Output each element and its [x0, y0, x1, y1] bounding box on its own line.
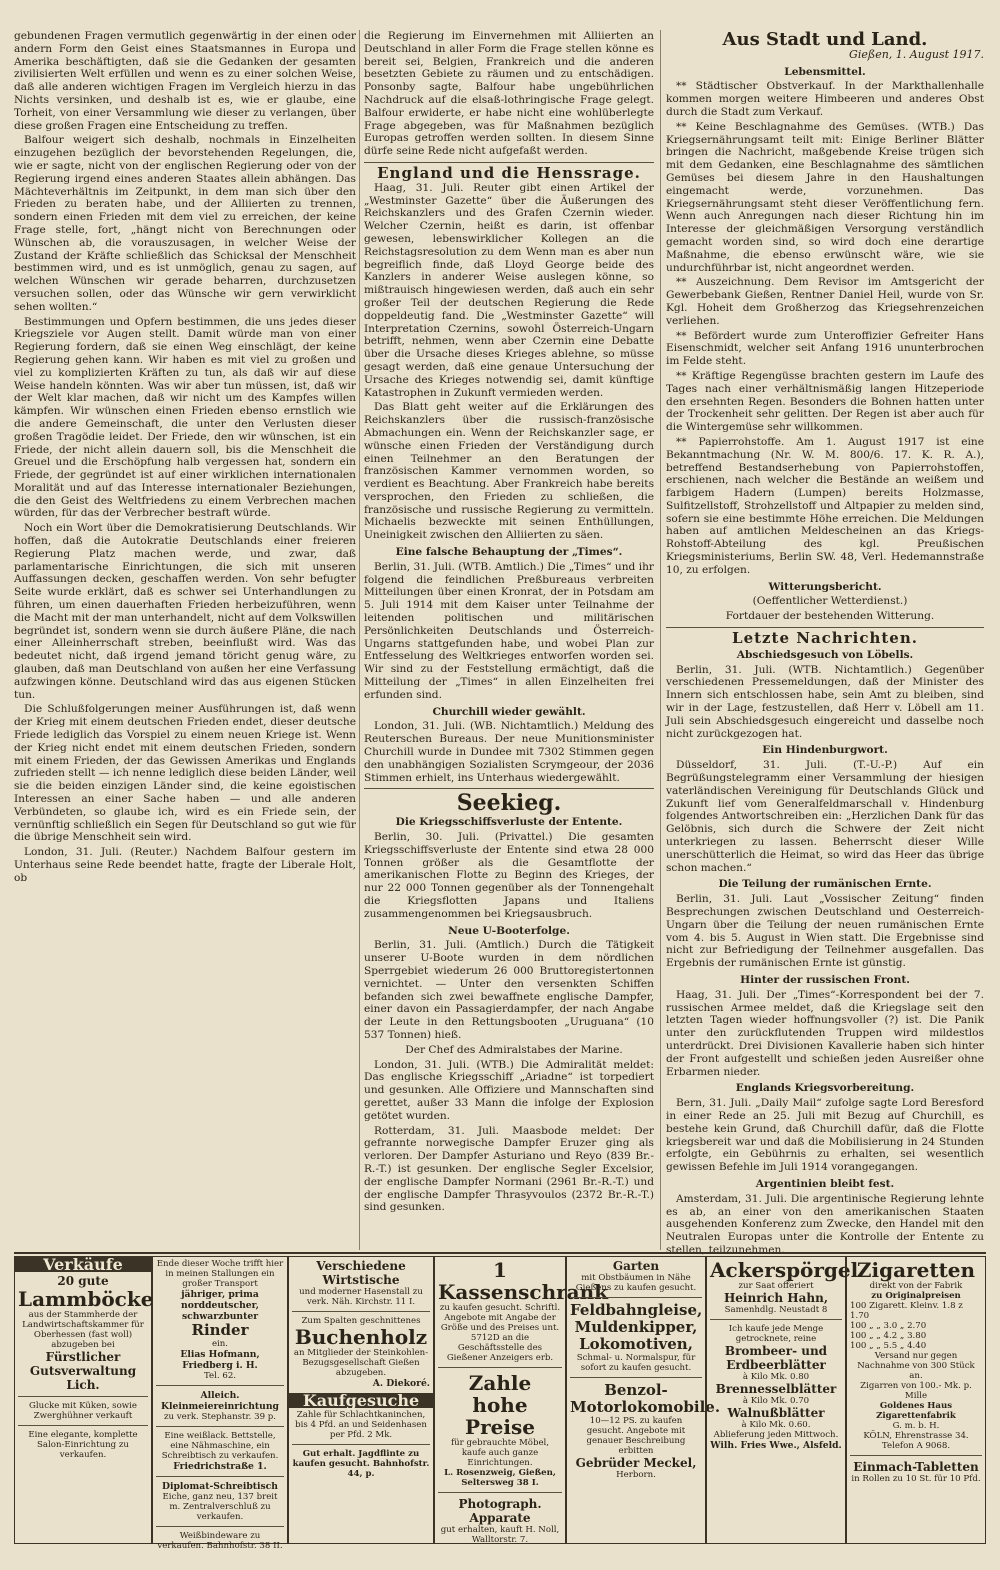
- ad-text: zu verk. Stephanstr. 39 p.: [163, 1412, 277, 1422]
- article-paragraph: Düsseldorf, 31. Juli. (T.-U.-P.) Auf ein Begrüßungstelegramm einer Versammlung der hiesigen vaterländischen Vereinigung für Deutschlands Glück und Zukunft lief vom Generalfeldmarschall v. Hindenburg folgendes Antwortschreiben ein: „Herzlichen Dank für das Gelöbnis, sich durch die Schwere der Zeit nicht unterkriegen zu lassen. Beherrscht dieser Wille unerschütterlich die Heimat, so wird das Heer das übrige schon machen.“: [666, 759, 984, 874]
- ad-text: 20 gute: [57, 1274, 109, 1288]
- divider: [666, 627, 984, 628]
- ad-advertiser: L. Rosenzweig, Gießen, Seltersweg 38 I.: [444, 1468, 556, 1488]
- ad-text: Eiche, ganz neu, 137 breit m. Zentralverschluß zu verkaufen.: [162, 1492, 278, 1522]
- ad-headline: Zigaretten: [856, 1258, 976, 1282]
- article-paragraph: Haag, 31. Juli. Der „Times“-Korrespondent bei der 7. russischen Armee meldet, daß die Kriegslage seit den letzten Tagen wieder hoffnungsvoller (?) ist. Die Panik unter den zurückflutenden Truppen wird mildestlos unterdrückt. Drei Divisionen Kavallerie haben sich hinter der Front aufgestellt und schießen jeden Ausreißer ohne Erbarmen nieder.: [666, 988, 984, 1078]
- divider: [570, 1297, 702, 1298]
- ad-headline: Walnußblätter: [727, 1406, 825, 1420]
- ad-advertiser: Wilh. Fries Wwe., Alsfeld.: [710, 1440, 842, 1451]
- ad-text: Versand nur gegen Nachnahme von 300 Stück an.: [857, 1351, 975, 1381]
- ad-address: Herborn.: [616, 1470, 656, 1480]
- ad-text: zu Originalpreisen: [871, 1291, 961, 1301]
- ad-text: an Mitglieder der Steinkohlen-Bezugsgesellschaft Gießen abzugeben.: [293, 1348, 429, 1378]
- ad-text: Eine weißlack. Bettstelle, eine Nähmaschine, ein Schreibtisch zu verkaufen.: [161, 1431, 279, 1461]
- article-paragraph: Amsterdam, 31. Juli. Die argentinische Regierung lehnte es ab, an einer von den amerikanischen Staaten ausgehenden Konferenz zum Zwecke, den Handel mit den Neutralen Europas unter die Kontrolle der Entente zu stellen, teilzunehmen.: [666, 1192, 984, 1256]
- article-headline: Hinter der russischen Front.: [740, 973, 910, 986]
- article-paragraph: Rotterdam, 31. Juli. Maasbode meldet: Der gefrannte norwegische Dampfer Eruzer ging als verloren. Der Dampfer Asturiano und Reyo (839 Br.-R.-T.) ist gesunken. Der englische Segler Excelsior, der englische Dampfer Normani (2961 Br.-R.-T.) und der englische Dampfer Thrasyvoulos (2372 Br.-R.-T.) sind gesunken.: [364, 1124, 654, 1214]
- article-paragraph: Berlin, 31. Juli. Laut „Vossischer Zeitung“ finden Besprechungen zwischen Deutschland und Oesterreich-Ungarn über die Teilung der neuen rumänischen Ernte vom 4. bis 5. August in Wien statt. Die Ergebnisse sind nicht zur Befriedigung der Teilnehmer ausgefallen. Das Ergebnis der rumänischen Ernte ist günstig.: [666, 893, 984, 970]
- article-paragraph: ** Keine Beschlagnahme des Gemüses. (WTB.) Das Kriegsernährungsamt teilt mit: Einige Berliner Blätter bringen die Nachricht, maßgebende Kreise trügen sich mit dem Gedanken, eine Beschlagnahme des sämtlichen Gemüses bei diesem Jahre in den Haushaltungen eingemacht werde, vorzunehmen. Das Kriegsernährungsamt steht dieser Veröffentlichung fern. Wenn auch Anregungen nach dieser Richtung hin im Interesse der gleichmäßigen Versorgung verständlich gemacht worden sind, so wird doch eine derartige Maßnahme, die ebenso erwünscht wäre, wie sie undurchführbar ist, nicht angeordnet werden.: [666, 120, 984, 274]
- ad-text: Gut erhalt. Jagdflinte zu kaufen gesucht. Bahnhofstr. 44, p.: [292, 1449, 430, 1479]
- article-paragraph: die Regierung im Einvernehmen mit Alliierten an Deutschland in aller Form die Frage stellen könne es bereit sei, Belgien, Frankreich und die anderen besetzten Gebiete zu räumen und zu entschädigen. Ponsonby sagte, Balfour habe ungebührlichen Nachdruck auf die elsaß-lothringische Frage gelegt. Balfour erwiderte, er habe nicht eine wohlüberlegte Frage abgegeben, was für Maßnahmen bezüglich Europas getroffen werden sollten. In diesem Sinne dürfe seine Rede nicht aufgefaßt werden.: [364, 30, 654, 158]
- dateline: Gießen, 1. August 1917.: [849, 47, 984, 61]
- article-paragraph: Berlin, 31. Juli. (WTB. Nichtamtlich.) Gegenüber verschiedenen Pressemeldungen, daß der Minister des Innern sich entschlossen habe, sein Amt zu bleiben, sind wir in der Lage, festzustellen, daß Herr v. Löbell am 11. Juli sein Abschiedsgesuch eingereicht und dasselbe noch nicht zurückgezogen hat.: [666, 663, 984, 740]
- section-title: Aus Stadt und Land.: [722, 29, 928, 50]
- divider: [292, 1311, 430, 1312]
- ad-text: und moderner Hasenstall zu verk. Näh. Kirchstr. 11 I.: [299, 1287, 423, 1307]
- ad-headline: Garten: [612, 1259, 660, 1273]
- ad-category-header: Kaufgesuche: [289, 1393, 433, 1408]
- divider: [710, 1319, 842, 1320]
- article-headline: Witterungsbericht.: [768, 580, 882, 593]
- ad-headline: Einmach-Tabletten: [853, 1460, 979, 1474]
- divider: [156, 1526, 284, 1527]
- ad-rinder: [152, 1256, 288, 1551]
- ad-headline: Verschiedene Wirtstische: [316, 1259, 406, 1287]
- ad-advertiser: Elias Hofmann, Friedberg i. H.: [180, 1349, 260, 1371]
- ad-text: Schmal- u. Normalspur, für sofort zu kaufen gesucht.: [576, 1353, 696, 1373]
- ad-advertiser: A. Diekoré.: [372, 1378, 430, 1389]
- article-paragraph: Das Blatt geht weiter auf die Erklärungen des Reichskanzlers über die russisch-französische Abmachungen ein. Wenn der Reichskanzler sage, er wünsche einen Frieden der Verständigung durch einen Teilnehmer an den Beratungen der französischen Kammer vernommen worden, so verdient es Beachtung. Aber Frankreich habe bereits versprochen, den Frieden zu schließen, die französische und russische Regierung zu vermitteln. Michaelis bezweckte mit seinen Enthüllungen, Uneinigkeit zwischen den Alliierten zu säen.: [364, 401, 654, 542]
- section-title: Letzte Nachrichten.: [732, 629, 918, 648]
- divider: [18, 1425, 148, 1426]
- ad-text: ein.: [211, 1339, 229, 1349]
- ad-text: 10—12 PS. zu kaufen gesucht. Angebote mit genauer Beschreibung erbitten: [586, 1416, 686, 1456]
- ad-headline: Diplomat-Schreibtisch: [162, 1481, 278, 1492]
- ad-price-row: 100 „ „ 3.0 „ 2.70: [850, 1321, 927, 1331]
- ad-text: Weißbindeware zu verkaufen. Bahnhofstr. 38 II.: [157, 1531, 283, 1551]
- ad-headline: Alleich. Kleinmeiereinrichtung: [161, 1390, 279, 1412]
- article-paragraph: Berlin, 31. Juli. (WTB. Amtlich.) Die „Times“ und ihr folgend die feindlichen Preßbureaus verbreiten Mitteilungen über einen Kronrat, der in Potsdam am 5. Juli 1914 mit dem Kaiser unter Teilnahme der leitenden politischen und militärischen Persönlichkeiten Deutschlands und Österreich-Ungarns stattgefunden habe, und wobei Plan zur Entfesselung des Weltkrieges entworfen worden sei. Wir sind zu der Feststellung ermächtigt, daß die Mitteilung der „Times“ in allen Einzelheiten frei erfunden sind.: [364, 560, 654, 701]
- article-paragraph: Die Schlußfolgerungen meiner Ausführungen ist, daß wenn der Krieg mit einem deutschen Frieden endet, dieser deutsche Friede lediglich das Vorspiel zu einem neuen Kriege ist. Wenn der Krieg nicht endet mit einem deutschen Frieden, sondern mit einem Frieden, der das Gewissen Amerikas und Englands zufrieden stellt — ich nenne lediglich diese beiden Länder, weil sie die beiden einzigen Länder sind, die keine egoistischen Interessen an einer Sache haben — und alle anderen Verbündeten, so glaube ich, wird es ein Friede sein, der vernünftig schließlich ein Segen für Deutschland so gut wie für die übrige Menschheit sein wird.: [14, 703, 356, 844]
- ad-lammboecke: [14, 1256, 152, 1544]
- ad-headline: Benzol-Motorlokomobile.: [570, 1381, 721, 1416]
- ad-headline: Brombeer- und Erdbeerblätter: [724, 1344, 828, 1372]
- article-headline: Abschiedsgesuch von Löbells.: [736, 648, 914, 661]
- weather-forecast: Fortdauer der bestehenden Witterung.: [725, 610, 935, 623]
- article-paragraph: London, 31. Juli. (WB. Nichtamtlich.) Meldung des Reuterschen Bureaus. Der neue Munitionsminister Churchill wurde in Dundee mit 7302 Stimmen gegen den unabhängigen Sozialisten Scrymgeour, der 2036 Stimmen erhielt, ins Unterhaus wiedergewählt.: [364, 720, 654, 784]
- article-paragraph: ** Städtischer Obstverkauf. In der Markthallenhalle kommen morgen weitere Himbeeren und anderes Obst durch die Stadt zum Verkauf.: [666, 80, 984, 118]
- ad-price: à Kilo Mk. 0.60.: [741, 1420, 811, 1430]
- ad-price: à Kilo Mk. 0.70: [742, 1396, 810, 1406]
- divider: [438, 1367, 562, 1368]
- ad-zigaretten: [846, 1256, 986, 1544]
- ad-headline: Buchenholz: [294, 1325, 428, 1349]
- article-paragraph: Berlin, 31. Juli. (Amtlich.) Durch die Tätigkeit unserer U-Boote wurden in dem nördlichen Sperrgebiet wiederum 26 000 Bruttoregistertonnen vernichtet. — Unter den versenkten Schiffen befanden sich zwei bewaffnete englische Dampfer, einer davon ein Passagierdampfer, der nach Angabe der Leute in den Rettungsbooten „Uruguana“ (10 537 Tonnen) hieß.: [364, 939, 654, 1041]
- ad-headline: Ackerspörgel: [710, 1258, 859, 1282]
- ad-text: Ablieferung jeden Mittwoch.: [713, 1430, 839, 1440]
- article-paragraph: gebundenen Fragen vermutlich gegenwärtig in der einen oder andern Form den Geist eines Staatsmannes in Europa und Amerika beschäftigten, daß sie die Gedanken der gesamten zivilisierten Welt erfüllen und wenn es zu einer solchen Weise, daß alle anderen wichtigen Fragen im Vergleich hierzu in das Nichts versinken, und deshalb ist es, wie er glaube, eine Torheit, von einer Versammlung wie dieser zu verlangen, über diese großen Fragen eine Entscheidung zu treffen.: [14, 30, 356, 132]
- divider: [156, 1426, 284, 1427]
- article-paragraph: Noch ein Wort über die Demokratisierung Deutschlands. Wir hoffen, daß die Autokratie Deutschlands einer freieren Regierung Platz machen werde, und zwar, daß parlamentarische Einrichtungen, die sich mit unseren Auffassungen decken, geschaffen werden. Von sehr befugter Seite wurde erklärt, daß es schwer sei Unterhandlungen zu führen, um einen dauerhaften Frieden herbeizuführen, wenn die Macht mit der man unterhandelt, nicht auf dem Volkswillen begründet ist, sondern wenn sie durch äußere Pläne, die nach einer Alleinherrschaft streben, beeinflußt wird. Was das bedeutet nicht, daß irgend jemand töricht genug wäre, zu glauben, daß man Deutschland von außen her eine Verfassung aufzwingen könne. Deutschland wird das aus eigenen Stücken tun.: [14, 522, 356, 701]
- ad-kassenschrank: [434, 1256, 608, 1545]
- ad-feldbahn: [566, 1256, 721, 1544]
- article-paragraph: Balfour weigert sich deshalb, nochmals in Einzelheiten einzugehen bezüglich der bevorstehenden Regelungen, die, wie er sagte, nicht von der englischen Regierung oder von der Regierung irgend eines anderen Staates allein abhängen. Das Mächteverhältnis im Zeitpunkt, in dem man sich über den Frieden zu beraten habe, und der Alliierten zu trennen, sondern einen Frieden mit dem viel zu erreichen, der keine Frage stelle, fort, „hängt nicht von Berechnungen oder Wünschen ab, die vorauszusagen, in welcher Weise der Zustand der Kräfte schließlich das Schicksal der Menschheit bestimmen wird, und es ist unmöglich, genau zu sagen, auf welchen Wünschen wir gerade beharren, durchzusetzen versuchen sollen, oder das Wünsche wir gern verwirklicht sehen wollten.“: [14, 134, 356, 313]
- weather-service: (Oeffentlicher Wetterdienst.): [752, 595, 908, 608]
- article-headline: Die Teilung der rumänischen Ernte.: [718, 878, 932, 891]
- ad-text: gut erhalten, kauft H. Noll, Walltorstr. 7.: [440, 1525, 560, 1545]
- article-paragraph: Bern, 31. Juli. „Daily Mail“ zufolge sagte Lord Beresford in einer Rede an 25. Juli mit Bezug auf Churchill, es bestehe kein Grund, daß Churchill dafür, daß die Flotte kriegsbereit war und daß die Mobilisierung in 24 Stunden erfolgte, ein Gebührnis zu erhalten, sei wesentlich gewissen Befehle im Juli 1914 vorangegangen.: [666, 1097, 984, 1174]
- ad-text: direkt von der Fabrik: [869, 1281, 963, 1291]
- ad-headline: Zahle hohe Preise: [465, 1371, 535, 1439]
- signature-line: Der Chef des Admiralstabes der Marine.: [405, 1043, 623, 1056]
- article-paragraph: ** Papierrohstoffe. Am 1. August 1917 ist eine Bekanntmachung (Nr. W. M. 800/6. 17. K. R. A.), betreffend Bestandserhebung von Papierrohstoffen, erschienen, nach welcher die Bestände an weißem und farbigem Hadern (Lumpen) bereits Holzmasse, Sulfitzellstoff, Strohzellstoff und Altpapier zu melden sind, sofern sie eine bestimmte Höhe erreichen. Die Meldungen haben auf amtlichen Meldescheinen an das Kriegs-Rohstoff-Abteilung des kgl. Preußischen Kriegsministeriums, Berlin SW. 48, Verl. Hedemannstraße 10, zu erfolgen.: [666, 435, 984, 576]
- ad-address: Friedrichstraße 1.: [173, 1461, 267, 1472]
- ad-text: jähriger, prima norddeutscher, schwarzbunter: [181, 1289, 259, 1322]
- article-headline: Neue U-Booterfolge.: [448, 924, 570, 937]
- article-headline: Argentinien bleibt fest.: [755, 1177, 895, 1190]
- article-paragraph: London, 31. Juli. (Reuter.) Nachdem Balfour gestern im Unterhaus seine Rede beendet hatte, fragte der Liberale Holt, ob: [14, 846, 356, 884]
- article-paragraph: ** Auszeichnung. Dem Revisor im Amtsgericht der Gewerbebank Gießen, Rentner Daniel Heil, wurde von Sr. Kgl. Hoheit dem Großherzog das Kriegsehrenzeichen verliehen.: [666, 276, 984, 327]
- ad-category-header: Verkäufe: [15, 1257, 151, 1272]
- divider: [364, 788, 654, 789]
- ad-text: Zigarren von 100.- Mk. p. Mille: [860, 1381, 972, 1401]
- article-paragraph: Berlin, 30. Juli. (Privattel.) Die gesamten Kriegsschiffsverluste der Entente sind etwa 28 000 Tonnen größer als die Gesamtflotte der amerikanischen Flotte zu Beginn des Krieges, der nur 22 000 Tonnen gegenüber als der Tonnengehalt die Kriegsflotten Japans und Italiens zusammengenommen bei Kriegsausbruch.: [364, 831, 654, 920]
- ad-text: Zahle für Schlachtkaninchen, bis 4 Pfd. an und Seidenhasen per Pfd. 2 Mk.: [295, 1410, 427, 1440]
- advertisement-section: [14, 1252, 986, 1551]
- article-headline: Die Kriegsschiffsverluste der Entente.: [395, 816, 623, 829]
- ad-price-row: 100 „ „ 5.5 „ 4.40: [850, 1341, 927, 1351]
- divider: [156, 1476, 284, 1477]
- ad-headline: Brennesselblätter: [715, 1382, 837, 1396]
- article-headline: Churchill wieder gewählt.: [432, 705, 586, 718]
- ad-text: Zum Spalten geschnittenes: [301, 1316, 421, 1326]
- divider: [292, 1444, 430, 1445]
- ad-text: mit Obstbäumen in Nähe Gießens zu kaufen gesucht.: [575, 1273, 697, 1293]
- divider: [570, 1377, 702, 1378]
- ad-phone: Telefon A 9068.: [881, 1441, 951, 1451]
- section-title: Seekieg.: [456, 790, 562, 817]
- ad-price: à Kilo Mk. 0.80: [742, 1372, 810, 1382]
- ad-text: in Rollen zu 10 St. für 10 Pfd.: [851, 1474, 981, 1484]
- ad-text: Eine elegante, komplette Salon-Einrichtung zu verkaufen.: [28, 1430, 138, 1460]
- divider: [438, 1492, 562, 1493]
- ad-text: Ende dieser Woche trifft hier in meinen Stallungen ein großer Transport: [156, 1259, 284, 1289]
- ad-text: G. m. b. H.: [892, 1421, 940, 1431]
- ad-advertiser: Fürstlicher Gutsverwaltung Lich.: [29, 1350, 137, 1392]
- article-paragraph: London, 31. Juli. (WTB.) Die Admiralität meldet: Das englische Kriegsschiff „Ariadne“ ist torpediert und gesunken. Alle Offiziere und Mannschaften sind gerettet, außer 33 Mann die infolge der Explosion getötet wurden.: [364, 1058, 654, 1122]
- column-rule: [359, 30, 360, 1250]
- ad-ackerspoergel: [706, 1256, 859, 1544]
- article-paragraph: Haag, 31. Juli. Reuter gibt einen Artikel der „Westminster Gazette“ über die Äußerungen des Reichskanzlers und des Grafen Czernin wieder. Welcher Czernin, heißt es darin, ist offenbar gewesen, lebenswirklicher Kollegen an die Reichstagsresolution zu dem Wenn man es aber nun begreiflich finde, daß Lloyd George beide des Kanzlers in anderer Weise auslegen könne, so mißtrauisch hingewiesen werden, daß auch ein sehr großer Teil der deutschen Regierung die Rede doppeldeutig fand. Die „Westminster Gazette“ will Interpretation Czernins, sowohl Österreich-Ungarn betrifft, nehmen, wenn aber Czernin eine Debatte über die Ursache dieses Krieges ablehne, so müsse gesagt werden, daß eine genaue Untersuchung der Ursache des Krieges notwendig sei, damit künftige Katastrophen in Zukunft vermieden werden.: [364, 181, 654, 399]
- ad-buchenholz: [288, 1256, 434, 1544]
- ad-text: Ich kaufe jede Menge getrocknete, reine: [728, 1324, 824, 1344]
- ad-advertiser: Heinrich Hahn,: [723, 1291, 829, 1305]
- article-headline: Lebensmittel.: [784, 65, 866, 78]
- divider: [850, 1455, 982, 1456]
- article-paragraph: ** Befördert wurde zum Unteroffizier Gefreiter Hans Eisenschmidt, welcher seit Anfang 1916 ununterbrochen im Felde steht.: [666, 329, 984, 368]
- ad-price-row: 100 „ „ 4.2 „ 3.80: [850, 1331, 927, 1341]
- ad-address: Samenhdlg. Neustadt 8: [724, 1305, 828, 1315]
- article-headline: Ein Hindenburgwort.: [762, 744, 888, 757]
- article-headline: England und die Henssrage.: [377, 163, 641, 182]
- article-paragraph: ** Kräftige Regengüsse brachten gestern im Laufe des Tages nach einer verhältnismäßig langen Hitzeperiode den ersehnten Regen. Besonders die Bohnen hatten unter der Trockenheit sehr gelitten. Der Regen ist aber auch für die Wintergemüse sehr willkommen.: [666, 369, 984, 434]
- ad-text: zu kaufen gesucht. Schriftl. Angebote mit Angabe der Größe und des Preises unt. 5712D an die Geschäftsstelle des Gießener Anzeigers erb.: [439, 1303, 561, 1363]
- divider: [156, 1385, 284, 1386]
- ad-advertiser: Gebrüder Meckel,: [575, 1456, 697, 1470]
- divider: [364, 162, 654, 163]
- ad-headline: 1 Kassenschrank: [438, 1258, 608, 1304]
- ad-headline: Photograph. Apparate: [458, 1497, 542, 1525]
- ad-text: Glucke mit Küken, sowie Zwerghühner verkauft: [29, 1401, 137, 1421]
- column-rule: [660, 30, 661, 1250]
- ad-text: zur Saat offeriert: [738, 1281, 814, 1291]
- ad-headline: Feldbahngleise, Muldenkipper, Lokomotiven,: [570, 1301, 703, 1353]
- ad-phone: Tel. 62.: [203, 1371, 237, 1381]
- article-paragraph: Bestimmungen und Opfern bestimmen, die uns jedes dieser Kriegsziele vor Augen stellt. Damit würde man von einer Regierung fordern, daß sie einen Weg einschlägt, der keine Regierung gehen kann. Wir haben es mit viel zu großen und viel zu komplizierten Kräften zu tun, als daß wir auf diese Weise handeln könnten. Was wir aber tun müssen, ist, daß wir der Welt klar machen, daß wir nicht um des Kampfes willen kämpfen. Wir wünschen einen Frieden ebenso ernstlich wie die andere Gemeinschaft, die unter den Verlusten dieser großen Tragödie leidet. Der Friede, den wir wünschen, ist ein Friede, der nicht allein dauern soll, bis die Menschheit die Greuel und die Erschöpfung halb vergessen hat, sondern ein Friede, der gegründet ist auf einer wirklichen internationalen Moralität und auf das Interesse internationaler Beziehungen, die den Geist des Weltfriedens zu einem Verbrechen machen würden, für das der Verbrecher bestraft würde.: [14, 315, 356, 520]
- divider: [18, 1396, 148, 1397]
- article-headline: Englands Kriegsvorbereitung.: [735, 1082, 915, 1095]
- ad-headline: Lammböcke: [18, 1287, 154, 1311]
- ad-headline: Rinder: [191, 1321, 249, 1339]
- article-headline: Eine falsche Behauptung der „Times“.: [395, 546, 623, 559]
- ad-address: KÖLN, Ehrenstrasse 34.: [863, 1431, 969, 1441]
- ad-text: für gebrauchte Möbel, kaufe auch ganze Einrichtungen.: [450, 1438, 550, 1468]
- ad-advertiser: Goldenes Haus Zigarettenfabrik: [876, 1401, 956, 1421]
- ad-text: aus der Stammherde der Landwirtschaftskammer für Oberhessen (fast woll) abzugeben bei: [22, 1310, 144, 1350]
- ad-price-row: 100 Zigarett. Kleinv. 1.8 z 1.70: [850, 1301, 963, 1321]
